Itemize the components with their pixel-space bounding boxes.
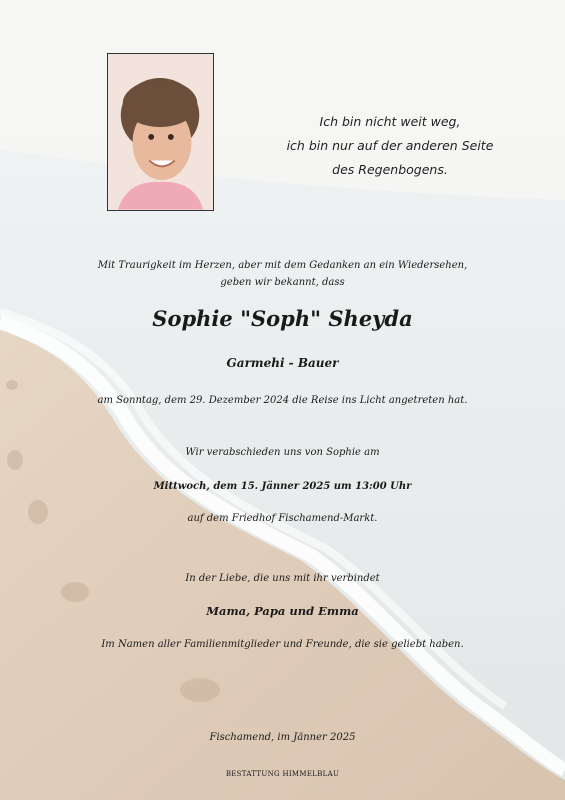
farewell-date-time: Mittwoch, dem 15. Jänner 2025 um 13:00 Uhr (153, 481, 412, 492)
deceased-name: Sophie "Soph" Sheyda (152, 306, 413, 331)
farewell-location: auf dem Friedhof Fischamend-Markt. (187, 513, 378, 524)
place-date: Fischamend, im Jänner 2025 (209, 732, 356, 743)
farewell-intro: Wir verabschieden uns von Sophie am (185, 447, 380, 458)
intro-line: geben wir bekannt, dass (220, 277, 345, 288)
memorial-quote (270, 110, 510, 182)
family-friends-line: Im Namen aller Familienmitglieder und Freunde, die sie geliebt haben. (101, 639, 464, 650)
portrait-image (108, 54, 213, 210)
announcement-intro (60, 257, 505, 291)
quote-line: ich bin nur auf der anderen Seite (286, 138, 494, 153)
quote-line: Ich bin nicht weit weg, (319, 114, 461, 129)
love-line: In der Liebe, die uns mit ihr verbindet (185, 573, 380, 584)
undertaker-name: BESTATTUNG HIMMELBLAU (225, 770, 340, 778)
intro-line: Mit Traurigkeit im Herzen, aber mit dem Gedanken an ein Wiedersehen, (97, 260, 468, 271)
portrait-photo (107, 53, 214, 211)
family-members: Mama, Papa und Emma (206, 604, 359, 618)
quote-line: des Regenbogens. (332, 162, 448, 177)
family-names: Garmehi - Bauer (226, 356, 339, 370)
passing-text: am Sonntag, dem 29. Dezember 2024 die Reise ins Licht angetreten hat. (97, 395, 468, 406)
